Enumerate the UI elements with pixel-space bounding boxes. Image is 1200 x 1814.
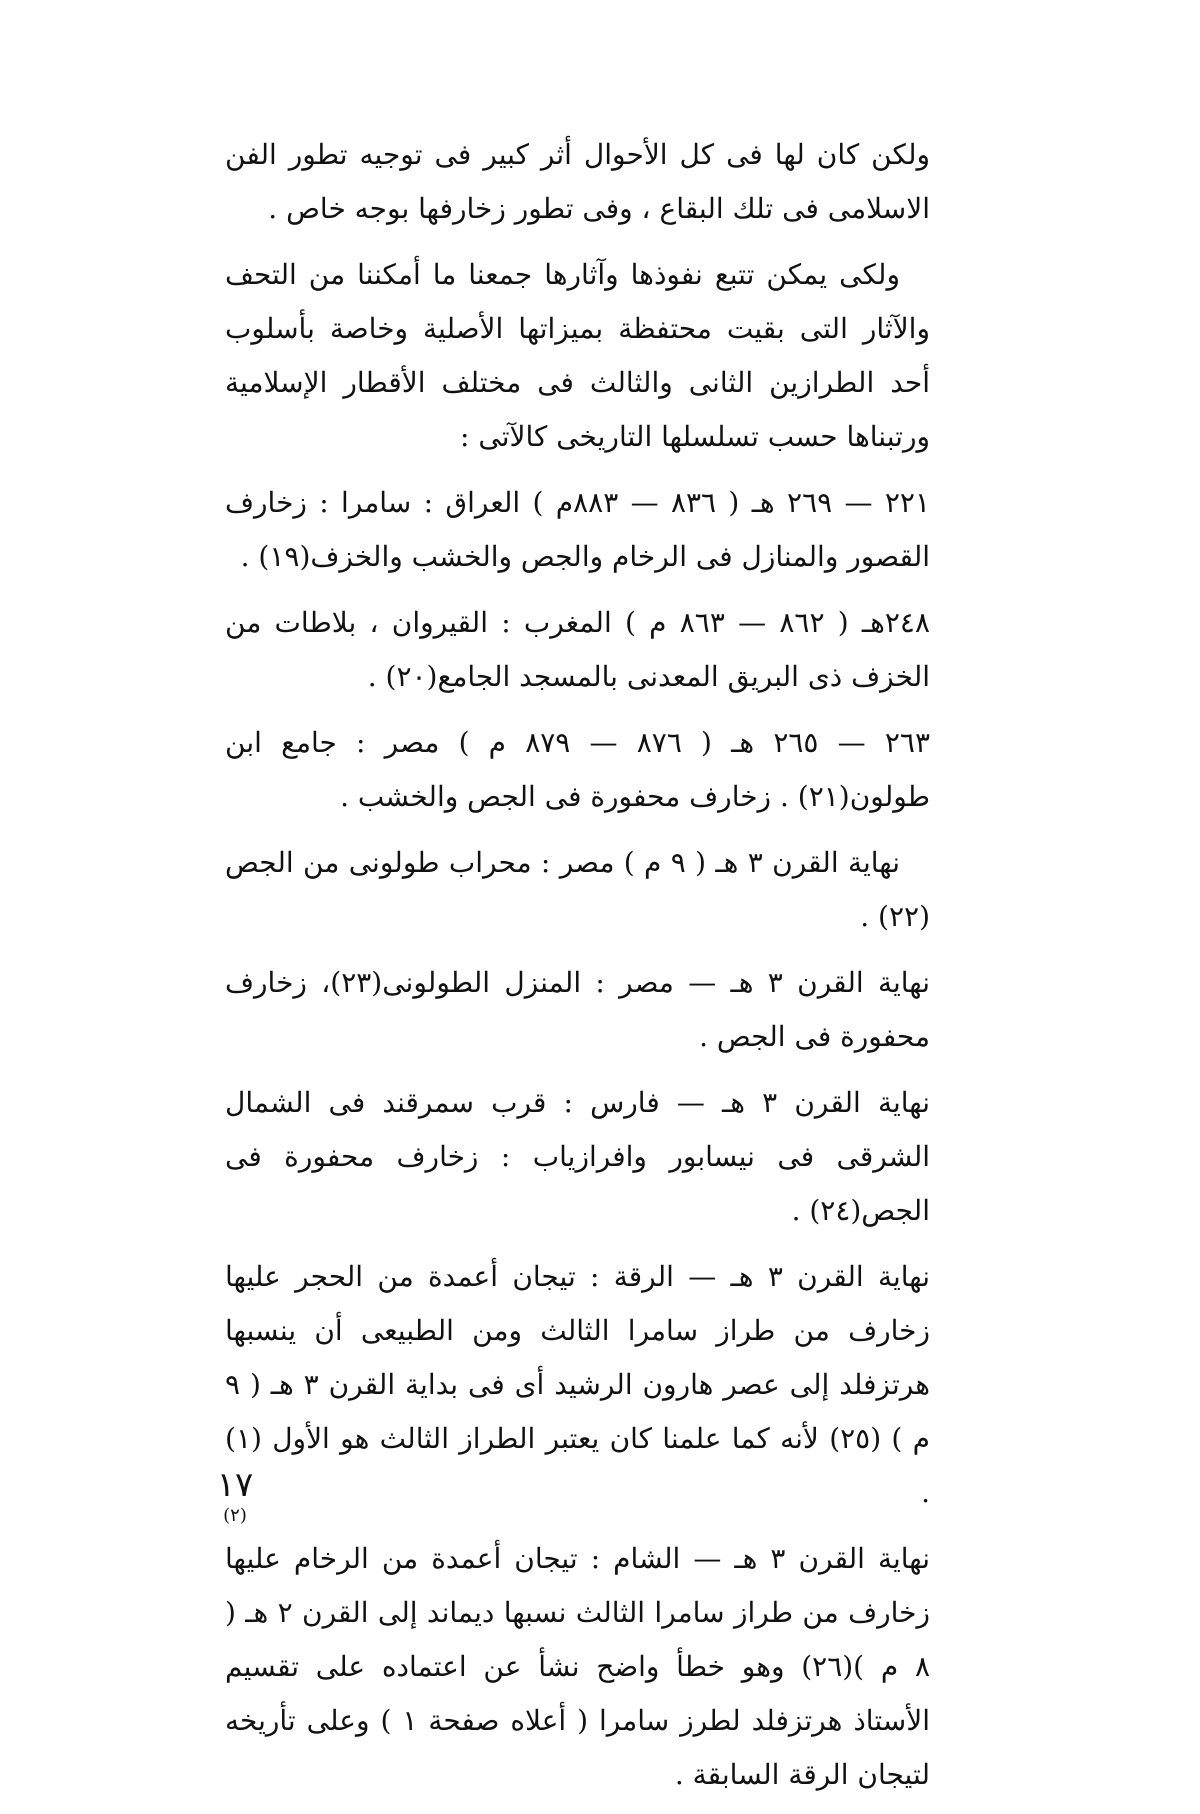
entry-qayrawan: ٢٤٨هـ ( ٨٦٢ — ٨٦٣ م ) المغرب : القيروان ، بلاطات من الخزف ذى البريق المعدنى بالمسجد الجامع(٢٠) . (225, 606, 930, 693)
entry-ibn-tulun-mosque: ٢٦٣ — ٢٦٥ هـ ( ٨٧٦ — ٨٧٩ م ) مصر : جامع ابن طولون(٢١) . زخارف محفورة فى الجص والخشب . (225, 726, 930, 813)
entry-tulunid-house: نهاية القرن ٣ هـ — مصر : المنزل الطولونى(٢٣)، زخارف محفورة فى الجص . (225, 966, 930, 1053)
entry-samarra: ٢٢١ — ٢٦٩ هـ ( ٨٣٦ — ٨٨٣م ) العراق : سامرا : زخارف القصور والمنازل فى الرخام والجص والخشب والخزف(١٩) . (225, 486, 930, 573)
entry-tulunid-mihrab: نهاية القرن ٣ هـ ( ٩ م ) مصر : محراب طولونى من الجص (٢٢) . (225, 846, 930, 933)
entry-persia-nishapur: نهاية القرن ٣ هـ — فارس : قرب سمرقند فى الشمال الشرقى فى نيسابور وافرازياب : زخارف محفورة فى الجص(٢٤) . (225, 1086, 930, 1227)
page-number: ١٧ (216, 1465, 254, 1505)
paragraph-intro-continuation: ولكن كان لها فى كل الأحوال أثر كبير فى توجيه تطور الفن الاسلامى فى تلك البقاع ، وفى تطور زخارفها بوجه خاص . (225, 138, 930, 225)
entry-syria-capitals: نهاية القرن ٣ هـ — الشام : تيجان أعمدة من الرخام عليها زخارف من طراز سامرا الثالث نسبها ديماند إلى القرن ٢ هـ ( ٨ م )(٢٦) وهو خطأ واضح نشأ عن اعتماده على تقسيم الأستاذ هرتزفلد لطرز سامرا ( أعلاه صفحة ١ ) وعلى تأريخه لتيجان الرقة السابقة . (225, 1542, 931, 1791)
page-footer (205, 1465, 265, 1527)
entry-raqqa-capitals: نهاية القرن ٣ هـ — الرقة : تيجان أعمدة من الحجر عليها زخارف من طراز سامرا الثالث ومن الطبيعى أن ينسبها هرتزفلد إلى عصر هارون الرشيد أى فى بداية القرن ٣ هـ ( ٩ م ) (٢٥) لأنه كما علمنا كان يعتبر الطراز الثالث هو الأول (١) . (225, 1260, 931, 1509)
signature-mark: (٢) (223, 1505, 247, 1526)
body-text (225, 128, 930, 1814)
paragraph-method: ولكى يمكن تتبع نفوذها وآثارها جمعنا ما أمكننا من التحف والآثار التى بقيت محتفظة بميزاتها الأصلية وخاصة بأسلوب أحد الطرازين الثانى والثالث فى مختلف الأقطار الإسلامية ورتبناها حسب تسلسلها التاريخى كالآتى : (225, 258, 930, 453)
